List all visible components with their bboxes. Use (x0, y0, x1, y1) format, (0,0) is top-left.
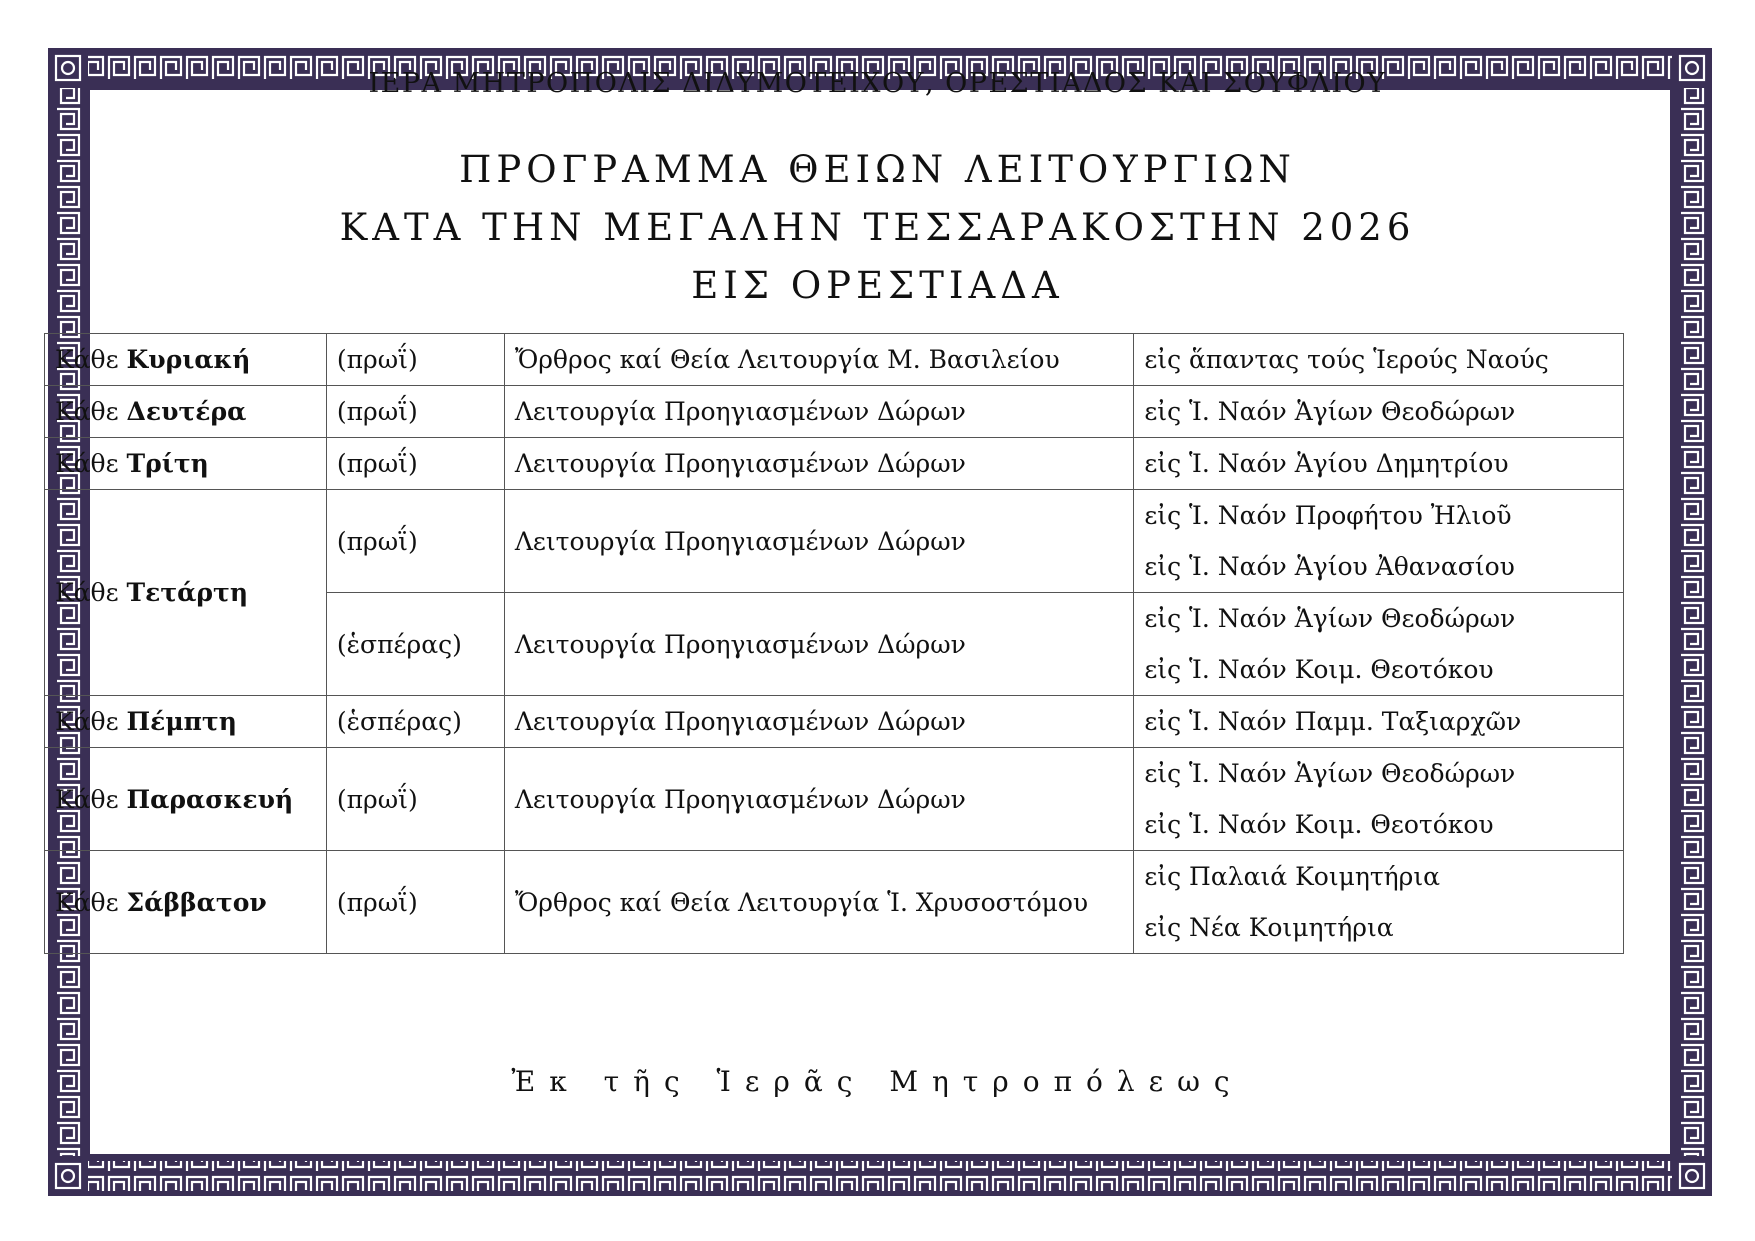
place-cell (1134, 386, 1624, 438)
day-cell (45, 696, 327, 748)
time-cell: (πρωΐ) (326, 438, 504, 490)
services-schedule-table (44, 333, 1624, 954)
day-cell (45, 851, 327, 954)
day-prefix: Κάθε (55, 449, 119, 478)
place-cell (1134, 593, 1624, 696)
day-name: Παρασκευή (126, 784, 294, 814)
place-line: εἰς Ἱ. Ναόν Ἁγίων Θεοδώρων (1144, 759, 1516, 788)
day-name: Σάββατον (126, 887, 267, 917)
service-cell: Λειτουργία Προηγιασμένων Δώρων (504, 490, 1134, 593)
place-cell (1134, 696, 1624, 748)
table-row (45, 438, 1624, 490)
time-cell: (πρωΐ) (326, 490, 504, 593)
time-cell: (πρωΐ) (326, 748, 504, 851)
service-cell: Λειτουργία Προηγιασμένων Δώρων (504, 386, 1134, 438)
day-name: Δευτέρα (126, 397, 247, 426)
document-title-line-2: ΚΑΤΑ ΤΗΝ ΜΕΓΑΛΗΝ ΤΕΣΣΑΡΑΚΟΣΤΗΝ 2026 (339, 206, 1416, 249)
table-row (45, 696, 1624, 748)
place-line: εἰς Ἱ. Ναόν Κοιμ. Θεοτόκου (1144, 810, 1494, 839)
day-prefix: Κάθε (55, 397, 119, 426)
day-name: Πέμπτη (126, 707, 237, 736)
place-line: εἰς Ἱ. Ναόν Ἁγίου Δημητρίου (1144, 449, 1509, 478)
time-cell: (πρωΐ) (326, 851, 504, 954)
service-cell: Λειτουργία Προηγιασμένων Δώρων (504, 748, 1134, 851)
place-line: εἰς Ἱ. Ναόν Προφήτου Ἠλιοῦ (1144, 501, 1512, 530)
place-line: εἰς Παλαιά Κοιμητήρια (1144, 862, 1441, 891)
place-line: εἰς Ἱ. Ναόν Ἁγίου Ἀθανασίου (1144, 552, 1515, 581)
day-prefix: Κάθε (55, 345, 119, 374)
day-prefix: Κάθε (55, 784, 119, 814)
table-row (45, 851, 1624, 954)
place-line: εἰς Ἱ. Ναόν Κοιμ. Θεοτόκου (1144, 655, 1494, 684)
service-cell: Ὄρθρος καί Θεία Λειτουργία Μ. Βασιλείου (504, 334, 1134, 386)
table-row (45, 386, 1624, 438)
time-cell: (ἑσπέρας) (326, 593, 504, 696)
day-cell (45, 438, 327, 490)
footer-signature: Ἐκ τῆς Ἱερᾶς Μητροπόλεως (511, 1065, 1244, 1098)
table-row (45, 748, 1624, 851)
place-line: εἰς Ἱ. Ναόν Ἁγίων Θεοδώρων (1144, 397, 1516, 426)
time-cell: (ἑσπέρας) (326, 696, 504, 748)
service-cell: Λειτουργία Προηγιασμένων Δώρων (504, 696, 1134, 748)
day-prefix: Κάθε (55, 887, 119, 917)
day-name: Τρίτη (126, 449, 209, 478)
day-prefix: Κάθε (55, 707, 119, 736)
place-cell (1134, 438, 1624, 490)
time-cell: (πρωΐ) (326, 386, 504, 438)
place-line: εἰς ἅπαντας τούς Ἱερούς Ναούς (1144, 345, 1549, 374)
place-line: εἰς Νέα Κοιμητήρια (1144, 913, 1394, 942)
place-cell (1134, 748, 1624, 851)
place-cell (1134, 334, 1624, 386)
day-cell (45, 490, 327, 696)
day-name: Τετάρτη (126, 578, 248, 607)
place-line: εἰς Ἱ. Ναόν Ἁγίων Θεοδώρων (1144, 604, 1516, 633)
document-title-line-1: ΠΡΟΓΡΑΜΜΑ ΘΕΙΩΝ ΛΕΙΤΟΥΡΓΙΩΝ (459, 148, 1296, 191)
place-cell (1134, 490, 1624, 593)
metropolis-heading: ΙΕΡΑ ΜΗΤΡΟΠΟΛΙΣ ΔΙΔΥΜΟΤΕΙΧΟΥ, ΟΡΕΣΤΙΑΔΟΣ ΚΑΙ ΣΟΥΦΛΙΟΥ (368, 68, 1387, 99)
table-row (45, 334, 1624, 386)
day-name: Κυριακή (126, 345, 251, 374)
place-line: εἰς Ἱ. Ναόν Παμμ. Ταξιαρχῶν (1144, 707, 1522, 736)
day-cell (45, 386, 327, 438)
document-title-line-3: ΕΙΣ ΟΡΕΣΤΙΑΔΑ (691, 264, 1064, 307)
service-cell: Λειτουργία Προηγιασμένων Δώρων (504, 438, 1134, 490)
time-cell: (πρωΐ) (326, 334, 504, 386)
day-cell (45, 748, 327, 851)
service-cell: Ὄρθρος καί Θεία Λειτουργία Ἱ. Χρυσοστόμου (504, 851, 1134, 954)
day-cell (45, 334, 327, 386)
day-prefix: Κάθε (55, 578, 119, 607)
table-row (45, 490, 1624, 593)
service-cell: Λειτουργία Προηγιασμένων Δώρων (504, 593, 1134, 696)
place-cell (1134, 851, 1624, 954)
